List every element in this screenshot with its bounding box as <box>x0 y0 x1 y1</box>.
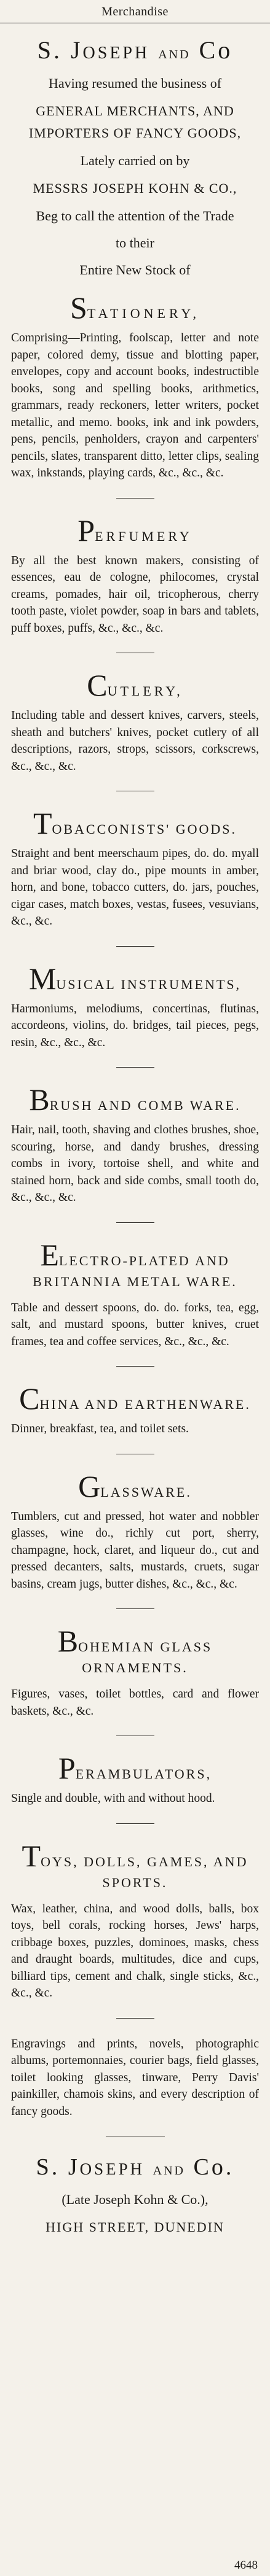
heading-initial: P <box>58 1751 76 1785</box>
footer-joseph: Joseph <box>68 2154 145 2180</box>
footer-late: (Late Joseph Kohn & Co.), <box>62 2192 208 2207</box>
section-tobacconists <box>11 806 259 930</box>
divider <box>116 1366 154 1367</box>
heading-perambulators <box>11 1753 259 1783</box>
intro-line-2: GENERAL MERCHANTS, AND <box>36 103 234 118</box>
section-text: Dinner, breakfast, tea, and toilet sets. <box>11 1422 189 1435</box>
heading-initial: S <box>70 290 87 325</box>
heading-rest: HINA AND EARTHENWARE. <box>39 1397 251 1412</box>
brand-and: and <box>158 43 191 63</box>
intro-line-7: to their <box>116 235 154 250</box>
section-musical <box>11 961 259 1052</box>
brand-s: S. <box>37 36 62 64</box>
divider <box>116 1608 154 1609</box>
ad-number: 4648 <box>234 2559 258 2572</box>
section-text: Hair, nail, tooth, shaving and clothes brushes, shoe, scouring, horse, and dandy brushes, dressing combs in ivory, tortoise shell, and white and stained horn, back and side combs, small tooth do, &c., &c., &c. <box>11 1123 259 1204</box>
footer-brand <box>11 2154 259 2181</box>
section-text: Wax, leather, china, and wood dolls, balls, box toys, bell corals, rocking horses, Jews' harps, cribbage boxes, puzzles, dominoes, masks, chess and draught boards, multitudes, dice and cups, billiard tips, cement and chalk, single sticks, &c., &c., &c. <box>11 1902 259 2000</box>
heading-initial: T <box>22 1838 41 1873</box>
brand-heading <box>11 36 259 64</box>
heading-rest: USICAL INSTRUMENTS, <box>56 976 242 992</box>
footer-s: S. <box>36 2154 60 2180</box>
heading-electroplated <box>11 1237 259 1292</box>
heading-initial: C <box>87 668 108 702</box>
section-text: By all the best known makers, consisting of essences, eau de cologne, philocomes, crystal creams, pomades, hair oil, tricopherous, cherry tooth paste, violet powder, soap in bars and tablets, puff boxes, puffs, &c., &c., &c. <box>11 554 259 635</box>
section-electroplated <box>11 1237 259 1351</box>
heading-rest: RUSH AND COMB WARE. <box>49 1098 241 1113</box>
section-text: Straight and bent meerschaum pipes, do. do. myall and briar wood, clay do., pipe mounts in amber, horn, and bone, tobacco cutters, do. jars, pouches, cigar cases, match boxes, vestas, fusees, vesuvians, &c., &c. <box>11 847 259 928</box>
section-china <box>11 1381 259 1438</box>
section-text: Figures, vases, toilet bottles, card and flower baskets, &c., &c. <box>11 1688 259 1718</box>
closing-text: Engravings and prints, novels, photographic albums, portemonnaies, courier bags, field glasses, toilet looking glasses, tinware, Perry Davis' painkiller, chamois skins, and every description of fancy goods. <box>11 2037 259 2118</box>
heading-rest: OHEMIAN GLASS ORNAMENTS. <box>78 1639 213 1675</box>
heading-china <box>11 1381 259 1416</box>
heading-rest: LASSWARE. <box>100 1484 192 1500</box>
heading-rest: UTLERY, <box>107 683 183 699</box>
section-perfumery <box>11 513 259 637</box>
section-cutlery <box>11 670 259 775</box>
heading-initial: G <box>78 1468 101 1503</box>
divider <box>116 2018 154 2019</box>
intro-line-5: MESSRS JOSEPH KOHN & CO., <box>33 180 237 196</box>
heading-initial: T <box>33 806 52 840</box>
intro-line-1: Having resumed the business of <box>48 76 222 91</box>
section-text: Table and dessert spoons, do. do. forks, tea, egg, salt, and mustard spoons, butter knives, cruet frames, tea and coffee services, &c., &c., &c. <box>11 1301 259 1348</box>
section-glassware <box>11 1468 259 1593</box>
heading-rest: LECTRO-PLATED AND BRITANNIA METAL WARE. <box>33 1252 237 1289</box>
section-header: Merchandise <box>0 0 270 23</box>
heading-brush <box>11 1082 259 1117</box>
intro-line-4: Lately carried on by <box>80 153 190 168</box>
heading-initial: C <box>19 1381 40 1416</box>
divider <box>116 498 154 499</box>
heading-bohemian <box>11 1626 259 1678</box>
heading-rest: OBACCONISTS' GOODS. <box>52 821 237 837</box>
intro-line-3: IMPORTERS OF FANCY GOODS, <box>28 125 242 141</box>
intro-block <box>11 73 259 281</box>
section-bohemian <box>11 1626 259 1720</box>
section-text: Comprising—Printing, foolscap, letter and note paper, colored demy, tissue and blotting paper, envelopes, copy and account books, indestructible books, song and spelling books, arithmetics, grammars, ready reckoners, letter writers, pocket metallic, and memo. books, ink and ink powders, pens, pencils, penholders, crayon and carpenters' pencils, slates, transparent ditto, letter clips, sealing wax, inkstands, playing cards, &c., &c., &c. <box>11 332 259 479</box>
heading-initial: E <box>40 1237 59 1272</box>
heading-initial: B <box>29 1082 50 1117</box>
heading-cutlery <box>11 670 259 700</box>
section-text: Including table and dessert knives, carvers, steels, sheath and butchers' knives, pocket cutlery of all descriptions, razors, strops, scissors, corkscrews, &c., &c., &c. <box>11 709 259 773</box>
heading-initial: M <box>28 961 57 996</box>
heading-initial: P <box>77 513 95 548</box>
section-text: Tumblers, cut and pressed, hot water and nobbler glasses, wine do., richly cut port, sherry, champagne, hock, claret, and liqueur do., cut and pressed decanters, salts, mustards, cruets, sugar basins, cream jugs, butter dishes, &c., &c., &c. <box>11 1510 259 1591</box>
brand-joseph: Joseph <box>70 36 150 64</box>
divider <box>116 1222 154 1223</box>
footer-and: and <box>153 2159 185 2179</box>
heading-initial: B <box>57 1624 79 1658</box>
heading-rest: OYS, DOLLS, GAMES, AND SPORTS. <box>41 1853 248 1890</box>
heading-musical <box>11 961 259 996</box>
heading-rest: TATIONERY, <box>87 306 200 321</box>
intro-line-6: Beg to call the attention of the Trade <box>36 208 234 223</box>
brand-co: Co <box>199 36 233 64</box>
section-brush <box>11 1082 259 1206</box>
section-stationery <box>11 290 259 482</box>
section-toys <box>11 1838 259 2002</box>
heading-stationery <box>11 290 259 325</box>
intro-line-8: Entire New Stock of <box>79 262 191 277</box>
divider <box>116 1067 154 1068</box>
heading-tobacconists <box>11 806 259 840</box>
section-text: Harmoniums, melodiums, concertinas, flutinas, accordeons, violins, do. bridges, tail pieces, pegs, resin, &c., &c., &c. <box>11 1002 259 1049</box>
section-perambulators <box>11 1753 259 1807</box>
heading-perfumery <box>11 513 259 548</box>
heading-glassware <box>11 1468 259 1503</box>
footer-address: HIGH STREET, DUNEDIN <box>46 2219 224 2235</box>
divider <box>116 1823 154 1824</box>
heading-rest: ERAMBULATORS, <box>75 1766 212 1782</box>
heading-toys <box>11 1838 259 1893</box>
section-text: Single and double, with and without hood. <box>11 1792 215 1805</box>
divider <box>116 946 154 947</box>
footer-co: Co. <box>193 2154 234 2180</box>
heading-rest: ERFUMERY <box>95 528 193 544</box>
